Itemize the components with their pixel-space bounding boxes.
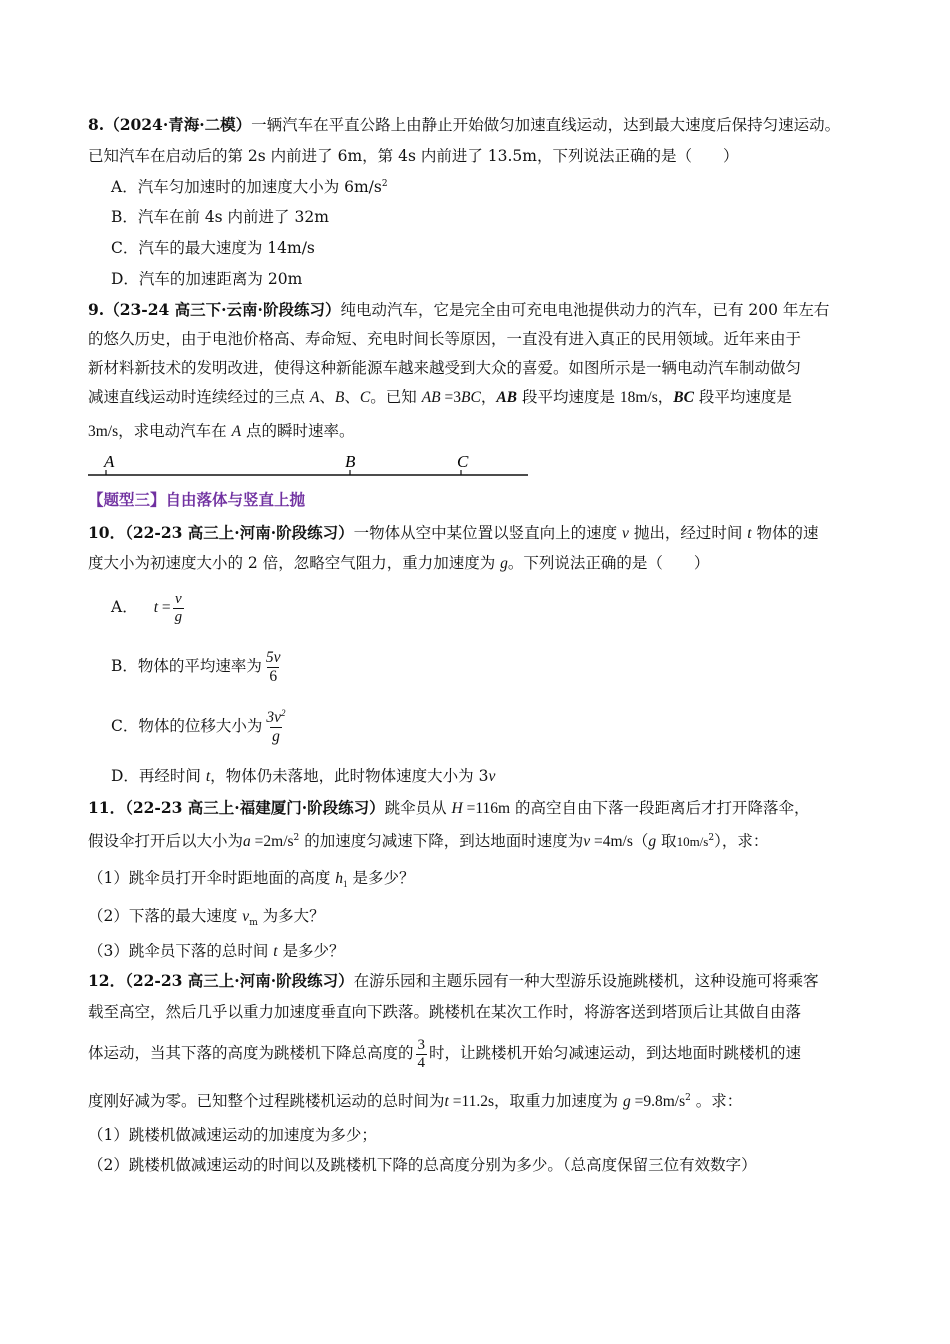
q8-number: 8. <box>88 115 105 134</box>
q10-option-c-den: g <box>272 727 280 745</box>
q9-stem-line3: 新材料新技术的发明改进，使得这种新能源车越来越受到大众的喜爱。如图所示是一辆电动汽车制动做匀 <box>88 359 802 377</box>
q11-g-value: 10m/s <box>676 834 709 849</box>
q9-text5a: ，求电动汽车在 <box>118 422 232 440</box>
q10-number: 10． <box>88 523 126 542</box>
q9-text4e: ， <box>657 388 674 406</box>
q11-g-sup: 2 <box>708 833 715 843</box>
q11-var-h1-sub: 1 <box>343 879 348 890</box>
q9-text1: 纯电动汽车，它是完全由可充电电池提供动力的汽车，已有 200 年左右 <box>340 301 830 319</box>
q9-text4d: 段平均速度是 <box>517 388 620 406</box>
q11-var-g: g <box>648 833 657 850</box>
q10-option-a-num: v <box>175 590 182 607</box>
q9-text5b: 点的瞬时速率。 <box>241 422 355 440</box>
q10-option-a-fraction <box>173 591 185 626</box>
q10-option-c-text: C．物体的位移大小为 <box>111 717 263 735</box>
q11-sub2 <box>88 905 325 934</box>
q10-source: （22-23 高三上·河南·阶段练习） <box>125 523 354 542</box>
q10-option-a-t: t <box>153 599 159 616</box>
q10-text2a: 度大小为初速度大小的 2 倍，忽略空气阻力，重力加速度为 <box>88 554 501 572</box>
q9-sep2: 、 <box>344 388 360 406</box>
q12-time-value: =11.2s <box>448 1093 495 1110</box>
q10-option-a-eq: = <box>158 599 171 616</box>
q11-number: 11． <box>88 798 126 817</box>
q9-diagram-label-c: C <box>457 452 469 471</box>
q11-sub3 <box>88 940 345 963</box>
q12-text1: 在游乐园和主题乐园有一种大型游乐设施跳楼机，这种设施可将乘客 <box>353 972 819 990</box>
q8-option-c: C．汽车的最大速度为 14m/s <box>111 239 315 257</box>
q8-stem-line1 <box>88 114 840 136</box>
q11-text2f: 取 <box>656 832 677 850</box>
q11-text2g: ），求： <box>714 832 769 850</box>
q11-accel-sup: 2 <box>293 833 300 843</box>
q9-bc-label: BC <box>673 389 694 406</box>
q10-var-v: v <box>622 525 629 542</box>
q8-option-a-sup: 2 <box>381 179 388 189</box>
q10-option-d-text-a: D．再经时间 <box>111 767 206 785</box>
q10-text1a: 一物体从空中某位置以竖直向上的速度 <box>353 524 623 542</box>
q8-option-a <box>111 176 388 198</box>
q9-text5-a: A <box>231 423 242 440</box>
q9-speed-bc: 3m/s <box>88 423 119 440</box>
q12-fraction-num: 3 <box>417 1036 426 1053</box>
q10-option-c-num-text: 3v <box>266 708 282 726</box>
q9-text4b: 。已知 <box>370 388 422 406</box>
q8-option-b: B．汽车在前 4s 内前进了 32m <box>111 208 329 226</box>
q10-var-g: g <box>500 555 508 572</box>
q9-diagram-label-b: B <box>345 452 356 471</box>
q10-var-t: t <box>747 525 752 542</box>
q11-sub3-text-b: 是多少？ <box>277 942 345 960</box>
q11-height-value: =116m <box>462 800 511 817</box>
q8-source: （2024·青海·二模） <box>104 115 252 134</box>
q11-text1a: 跳伞员从 <box>384 799 452 817</box>
q9-text4a: 减速直线运动时连续经过的三点 <box>88 388 310 406</box>
q9-eq-bc: BC <box>461 389 481 406</box>
q9-speed-ab: 18m/s <box>619 389 658 406</box>
q10-option-b <box>111 646 285 686</box>
q11-speed-value: =4m/s <box>590 833 633 850</box>
q11-var-t: t <box>273 943 278 960</box>
q11-var-vm: v <box>242 908 250 925</box>
q10-option-a-den: g <box>174 608 183 625</box>
q11-text2a: 假设伞打开后以大小为 <box>88 832 244 850</box>
q9-stem-line4 <box>88 386 792 409</box>
q10-stem-line1 <box>88 522 819 545</box>
q10-option-c-fraction <box>264 709 287 746</box>
q9-point-a: A <box>309 389 320 406</box>
q12-stem-line2: 载至高空，然后几乎以重力加速度垂直向下跌落。跳楼机在某次工作时，将游客送到塔顶后让其做自由落 <box>88 1003 802 1021</box>
q9-source: （23-24 高三下·云南·阶段练习） <box>104 300 341 319</box>
q8-stem-line2: 已知汽车在启动后的第 2s 内前进了 6m，第 4s 内前进了 13.5m，下列说法正确的是（ ） <box>88 147 739 165</box>
q9-text4f: 段平均速度是 <box>693 388 792 406</box>
q11-accel-value: =2m/s <box>250 833 294 850</box>
q12-g-sup: 2 <box>685 1093 691 1103</box>
q10-option-c-sup: 2 <box>281 707 286 718</box>
q9-sep1: 、 <box>319 388 335 406</box>
q11-var-a: a <box>243 833 251 850</box>
q10-text1b: 抛出，经过时间 <box>628 524 748 542</box>
q12-source: （22-23 高三上·河南·阶段练习） <box>125 971 354 990</box>
q12-stem-line1 <box>88 970 819 992</box>
q8-option-a-text: A．汽车匀加速时的加速度大小为 6m/s <box>111 178 382 196</box>
q11-source: （22-23 高三上·福建厦门·阶段练习） <box>125 798 385 817</box>
q10-option-c <box>111 706 290 746</box>
q12-fraction <box>416 1037 428 1072</box>
q10-text1c: 物体的速 <box>751 524 819 542</box>
q12-text4c: ，取重力加速度为 <box>494 1092 623 1110</box>
q9-eq-3: =3 <box>440 389 461 406</box>
q11-sub1-text-b: 是多少？ <box>347 869 415 887</box>
q12-sub2: （2）跳楼机做减速运动的时间以及跳楼机下降的总高度分别为多少。（总高度保留三位有效数字） <box>88 1156 757 1174</box>
q10-option-a-label: A． <box>111 598 138 616</box>
q12-number: 12． <box>88 971 126 990</box>
q12-text3a: 体运动，当其下落的高度为跳楼机下降总高度的 <box>88 1044 414 1062</box>
q10-option-d <box>111 765 495 788</box>
q11-var-v: v <box>583 833 591 850</box>
q12-g-value: =9.8m/s <box>630 1093 686 1110</box>
q9-point-c: C <box>359 389 371 406</box>
q9-eq-ab: AB <box>421 389 441 406</box>
q11-sub2-text-a: （2）下落的最大速度 <box>88 907 243 925</box>
q12-var-g: g <box>622 1093 631 1110</box>
q10-option-b-num: 5v <box>265 648 281 666</box>
q12-text4a: 度刚好减为零。已知整个过程跳楼机运动的总时间为 <box>88 1092 445 1110</box>
q11-stem-line1 <box>88 797 810 820</box>
q11-var-h1: h <box>335 870 344 887</box>
q9-text4c: ， <box>480 388 497 406</box>
q8-option-d: D．汽车的加速距离为 20m <box>111 270 303 288</box>
q10-option-b-fraction <box>264 649 283 686</box>
q9-line-diagram <box>88 448 530 480</box>
q10-option-b-den: 6 <box>269 667 278 685</box>
q11-text2c: 的加速度匀减速下降，到达地面时速度为 <box>299 832 584 850</box>
q10-text2b: 。下列说法正确的是（ ） <box>507 554 710 572</box>
q12-text3b: 时，让跳楼机开始匀减速运动，到达地面时跳楼机的速 <box>429 1044 802 1062</box>
q11-text2e: （ <box>632 832 649 850</box>
q11-stem-line2 <box>88 830 768 853</box>
q12-fraction-den: 4 <box>417 1054 426 1071</box>
q10-option-b-text: B．物体的平均速率为 <box>111 657 262 675</box>
q11-text1c: 的高空自由下落一段距离后才打开降落伞， <box>510 799 810 817</box>
q10-option-d-v: v <box>488 768 496 785</box>
q11-var-vm-sub: m <box>249 918 258 929</box>
q8-stem-text1: 一辆汽车在平直公路上由静止开始做匀加速直线运动，达到最大速度后保持匀速运动。 <box>251 116 841 134</box>
q9-point-b: B <box>334 389 345 406</box>
q10-option-a <box>111 587 186 628</box>
q9-stem-line1 <box>88 299 829 321</box>
q9-stem-line2: 的悠久历史，由于电池价格高、寿命短、充电时间长等原因，一直没有进入真正的民用领域。近年来由于 <box>88 330 802 348</box>
q10-stem-line2 <box>88 552 709 575</box>
q11-var-h: H <box>451 800 463 817</box>
q12-sub1: （1）跳楼机做减速运动的加速度为多少； <box>88 1126 377 1144</box>
q9-number: 9. <box>88 300 105 319</box>
q10-option-c-num <box>264 709 287 727</box>
q11-sub2-text-b: 为多大？ <box>257 907 325 925</box>
q9-stem-line5 <box>88 420 355 443</box>
q11-sub1 <box>88 867 414 895</box>
q10-option-d-text-b: ，物体仍未落地，此时物体速度大小为 3 <box>210 767 489 785</box>
q11-sub3-text-a: （3）跳伞员下落的总时间 <box>88 942 274 960</box>
q9-ab-label: AB <box>496 389 518 406</box>
section-heading: 【题型三】自由落体与竖直上抛 <box>88 490 306 509</box>
q9-diagram-label-a: A <box>104 452 115 471</box>
q11-sub1-text-a: （1）跳伞员打开伞时距地面的高度 <box>88 869 336 887</box>
q12-var-t: t <box>444 1093 449 1110</box>
q12-stem-line3 <box>88 1033 801 1073</box>
q12-text4e: 。求： <box>690 1092 743 1110</box>
q12-stem-line4 <box>88 1090 742 1113</box>
q10-option-d-t: t <box>205 768 211 785</box>
